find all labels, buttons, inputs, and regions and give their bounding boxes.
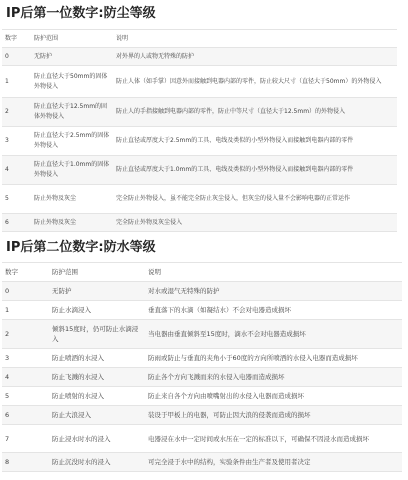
protection-range-cell: 无防护 — [49, 282, 145, 301]
description-cell: 电器浸在水中一定时间或水压在一定的标准以下，可确保不因浸水而造成损坏 — [145, 425, 402, 453]
level-number-cell: 2 — [2, 320, 49, 349]
level-number-cell: 2 — [2, 98, 31, 127]
description-cell: 防止直径或厚度大于1.0mm的工具、电线及类似的小型外物侵入而接触到电器内部的零件 — [113, 156, 397, 185]
level-number-cell: 4 — [2, 156, 31, 185]
level-number-cell: 7 — [2, 425, 49, 453]
table-row — [2, 387, 402, 406]
description-cell: 垂直落下的水滴（如凝结水）不会对电器造成损坏 — [145, 301, 402, 320]
protection-range-cell: 防止飞溅的水浸入 — [49, 368, 145, 387]
dust-section-title: IP后第一位数字:防尘等级 — [6, 6, 156, 21]
dust-rating-table — [2, 29, 397, 232]
table-row — [2, 282, 402, 301]
level-number-cell: 1 — [2, 301, 49, 320]
protection-range-cell: 防止直径大于1.0mm的固体外物侵入 — [31, 156, 113, 185]
description-cell: 防止直径或厚度大于2.5mm的工具、电线及类似的小型外物侵入而接触到电器内部的零件 — [113, 127, 397, 156]
table-row — [2, 66, 397, 98]
table-row — [2, 127, 397, 156]
description-cell: 可完全浸于水中的结构，实验条件由生产者及使用者决定 — [145, 453, 402, 472]
protection-range-cell: 防止直径大于2.5mm的固体外物侵入 — [31, 127, 113, 156]
level-number-cell: 3 — [2, 349, 49, 368]
description-cell: 完全防止外物及灰尘侵入 — [113, 214, 397, 232]
level-number-cell: 4 — [2, 368, 49, 387]
table-row — [2, 320, 402, 349]
protection-range-cell: 防止外物及灰尘 — [31, 214, 113, 232]
description-cell: 装设于甲板上的电器，可防止因大浪的侵袭而造成的损坏 — [145, 406, 402, 425]
description-cell: 防止人的手指接触到电器内部的零件，防止中等尺寸（直径大于12.5mm）的外物侵入 — [113, 98, 397, 127]
level-number-cell: 3 — [2, 127, 31, 156]
level-number-cell: 6 — [2, 214, 31, 232]
table-row — [2, 301, 402, 320]
column-header: 数字 — [2, 263, 49, 282]
table-row — [2, 48, 397, 66]
column-header: 防护范围 — [49, 263, 145, 282]
table-row — [2, 406, 402, 425]
column-header: 说明 — [145, 263, 402, 282]
table-row — [2, 214, 397, 232]
level-number-cell: 6 — [2, 406, 49, 425]
protection-range-cell: 防止直径大于12.5mm的固体外物侵入 — [31, 98, 113, 127]
protection-range-cell: 防止直径大于50mm的固体外物侵入 — [31, 66, 113, 98]
protection-range-cell: 无防护 — [31, 48, 113, 66]
column-header: 说明 — [113, 30, 397, 48]
water-section-title: IP后第二位数字:防水等级 — [6, 240, 156, 255]
table-row — [2, 156, 397, 185]
protection-range-cell: 防止浸水时水的浸入 — [49, 425, 145, 453]
level-number-cell: 8 — [2, 453, 49, 472]
table-header-row — [2, 263, 402, 282]
table-row — [2, 98, 397, 127]
level-number-cell: 5 — [2, 387, 49, 406]
table-row — [2, 453, 402, 472]
description-cell: 防止人体（如手掌）因意外而接触到电器内部的零件，防止较大尺寸（直径大于50mm）的外物侵入 — [113, 66, 397, 98]
table-header-row — [2, 30, 397, 48]
protection-range-cell: 防止水滴浸入 — [49, 301, 145, 320]
protection-range-cell: 防止沉没时水的浸入 — [49, 453, 145, 472]
description-cell: 完全防止外物侵入，虽不能完全防止灰尘侵入，但灰尘的侵入量不会影响电器的正常运作 — [113, 185, 397, 214]
description-cell: 对水或湿气无特殊的防护 — [145, 282, 402, 301]
protection-range-cell: 防止喷洒的水浸入 — [49, 349, 145, 368]
level-number-cell: 5 — [2, 185, 31, 214]
table-row — [2, 368, 402, 387]
description-cell: 防止来自各个方向由喷嘴射出的水侵入电器而造成损坏 — [145, 387, 402, 406]
protection-range-cell: 防止外物及灰尘 — [31, 185, 113, 214]
table-row — [2, 185, 397, 214]
level-number-cell: 0 — [2, 282, 49, 301]
level-number-cell: 0 — [2, 48, 31, 66]
description-cell: 对外界的人或物无特殊的防护 — [113, 48, 397, 66]
protection-range-cell: 防止喷射的水浸入 — [49, 387, 145, 406]
table-row — [2, 349, 402, 368]
level-number-cell: 1 — [2, 66, 31, 98]
water-rating-table — [2, 262, 402, 472]
protection-range-cell: 倾斜15度时，仍可防止水滴浸入 — [49, 320, 145, 349]
table-row — [2, 425, 402, 453]
column-header: 防护范围 — [31, 30, 113, 48]
description-cell: 当电器由垂直倾斜至15度时，滴水不会对电器造成损坏 — [145, 320, 402, 349]
description-cell: 防止各个方向飞溅而来的水侵入电器而造成损坏 — [145, 368, 402, 387]
description-cell: 防雨或防止与垂直的夹角小于60度的方向所喷洒的水侵入电器而造成损坏 — [145, 349, 402, 368]
protection-range-cell: 防止大浪浸入 — [49, 406, 145, 425]
column-header: 数字 — [2, 30, 31, 48]
